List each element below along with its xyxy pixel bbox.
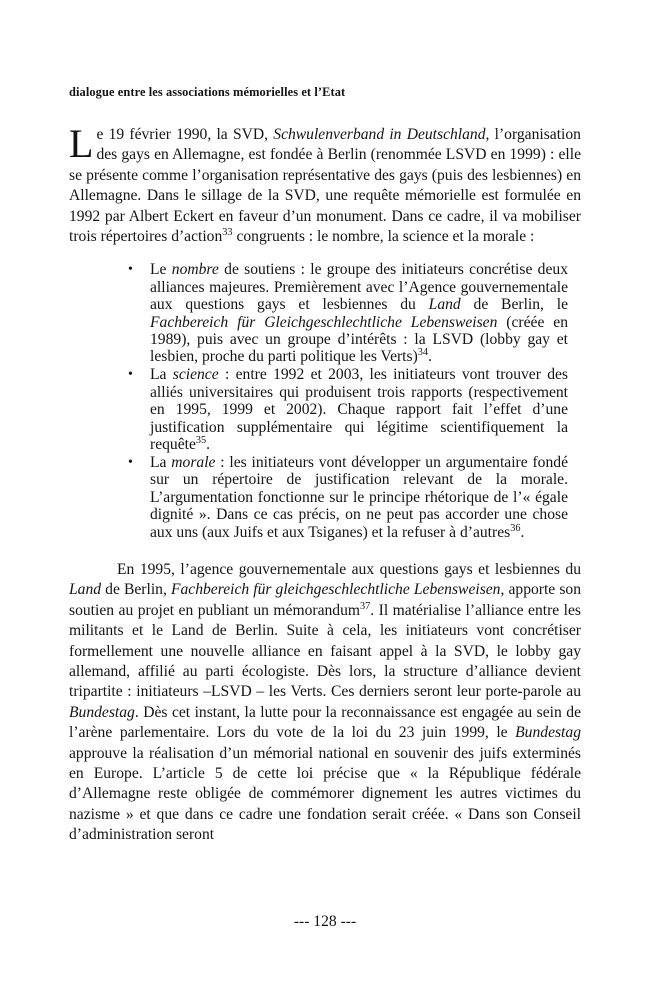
closing-run-7-italic: Bundestag — [69, 703, 135, 721]
closing-run-1: En 1995, l’agence gouvernementale aux questions gays et lesbiennes du — [117, 560, 581, 578]
bullet-icon: • — [128, 262, 133, 278]
lead-run-4: congruents : le nombre, la science et la morale : — [232, 228, 535, 246]
bullet-1-run-6-italic: Fachbereich für Gleichgeschlechtliche Lebensweisen — [150, 313, 498, 331]
closing-run-4-italic: Fachbereich für gleichgeschlechtliche Lebensweisen — [170, 581, 501, 599]
section-heading: dialogue entre les associations mémorielles et l’Etat — [69, 85, 346, 99]
bullet-1-run-4-italic: Land — [428, 296, 461, 314]
bullet-icon: • — [128, 367, 133, 383]
bullet-3-run-2-italic: morale — [171, 453, 216, 471]
page-number: --- 128 --- — [293, 913, 357, 930]
bullet-1-run-5: de Berlin, le — [460, 296, 568, 314]
list-item — [128, 366, 568, 453]
repertoires-list — [128, 261, 568, 541]
bullet-icon: • — [128, 454, 133, 470]
drop-cap: L — [69, 121, 94, 166]
closing-run-9-italic: Bundestag — [515, 724, 581, 742]
bullet-1-run-7: (créée en 1989), puis avec un groupe d’intérêts : la LSVD (lobby gay et lesbien, proche du parti politique les Verts) — [150, 313, 568, 366]
bullet-2-run-3: : entre 1992 et 2003, les initiateurs vont trouver des alliés universitaires qui produisent trois rapports (respectivement en 1995, 1999 et 2002). Chaque rapport fait l’effet d’une justification supplémentaire qui légitime scientifiquement la requête — [150, 366, 568, 453]
list-item — [128, 261, 568, 365]
list-item — [128, 454, 568, 541]
closing-run-2-italic: Land — [69, 581, 102, 599]
bullet-2-run-1: La — [150, 366, 173, 384]
bullet-1-run-2-italic: nombre — [171, 261, 219, 279]
lead-paragraph — [69, 121, 581, 247]
lead-run-2-italic: Schwulenverband in Deutschland — [273, 126, 486, 143]
lead-run-3: , l’organisation des gays en Allemagne, est fondée à Berlin (renommée LSVD en 1999) : elle se présente comme l’organisation représentative des gays (puis des lesbiennes) en Allemagne. Dans le sillage de la SVD, une requête mémorielle est formulée en 1992 par Albert Eckert en faveur d’un monument. Dans ce cadre, il va mobiliser trois répertoires d’action — [69, 126, 581, 246]
bullet-2-run-2-italic: science — [172, 366, 219, 384]
footnote-ref-36: 36 — [510, 522, 521, 534]
closing-paragraph — [69, 560, 581, 846]
bullet-3-run-1: La — [150, 453, 172, 471]
lead-run-1: e 19 février 1990, la SVD, — [96, 126, 274, 143]
closing-run-8: . Dès cet instant, la lutte pour la reconnaissance est engagée au sein de l’arène parlementaire. Lors du vote de la loi du 23 juin 1999, le — [69, 703, 581, 742]
bullet-3-run-3: : les initiateurs vont développer un argumentaire fondé sur un répertoire de justification relevant de la morale. L’argumentation fonctionne sur le principe rhétorique de l’« égale dignité ». Dans ce cas précis, on ne peut pas accorder une chose aux uns (aux Juifs et aux Tsiganes) et la refuser à d’autres — [150, 453, 568, 541]
footnote-ref-37: 37 — [360, 600, 371, 612]
footnote-ref-33: 33 — [222, 226, 233, 238]
bullet-2-run-4: . — [206, 436, 211, 453]
closing-run-10: approuve la réalisation d’un mémorial national en souvenir des juifs exterminés en Europe. L’article 5 de cette loi précise que « la République fédérale d’Allemagne reste obligée de commémorer dignement les autres victimes du nazisme » et que dans ce cadre une fondation serait créée. « Dans son Conseil d’administration seront — [69, 744, 581, 844]
page-content — [69, 84, 581, 846]
closing-run-6: . Il matérialise l’alliance entre les militants et le Land de Berlin. Suite à cela, les initiateurs vont concrétiser formellement une nouvelle alliance en faisant appel à la SVD, le lobby gay allemand, affilié au parti écologiste. Dès lors, la structure d’alliance devient tripartite : initiateurs –LSVD – les Verts. Ces derniers seront leur porte-parole au — [69, 601, 581, 701]
closing-run-5: , apporte son soutien au projet en publiant un mémorandum — [69, 581, 581, 619]
bullet-1-run-3: de soutiens : le groupe des initiateurs concrétise deux alliances majeures. Premièrement avec l’Agence gouvernementale aux questions gays et lesbiennes du — [150, 261, 568, 314]
footnote-ref-34: 34 — [417, 347, 429, 359]
bullet-1-run-1: Le — [150, 261, 172, 279]
closing-run-3: de Berlin, — [101, 581, 171, 599]
footnote-ref-35: 35 — [195, 434, 207, 446]
bullet-3-run-4: . — [520, 523, 525, 541]
bullet-1-run-8: . — [428, 348, 432, 366]
